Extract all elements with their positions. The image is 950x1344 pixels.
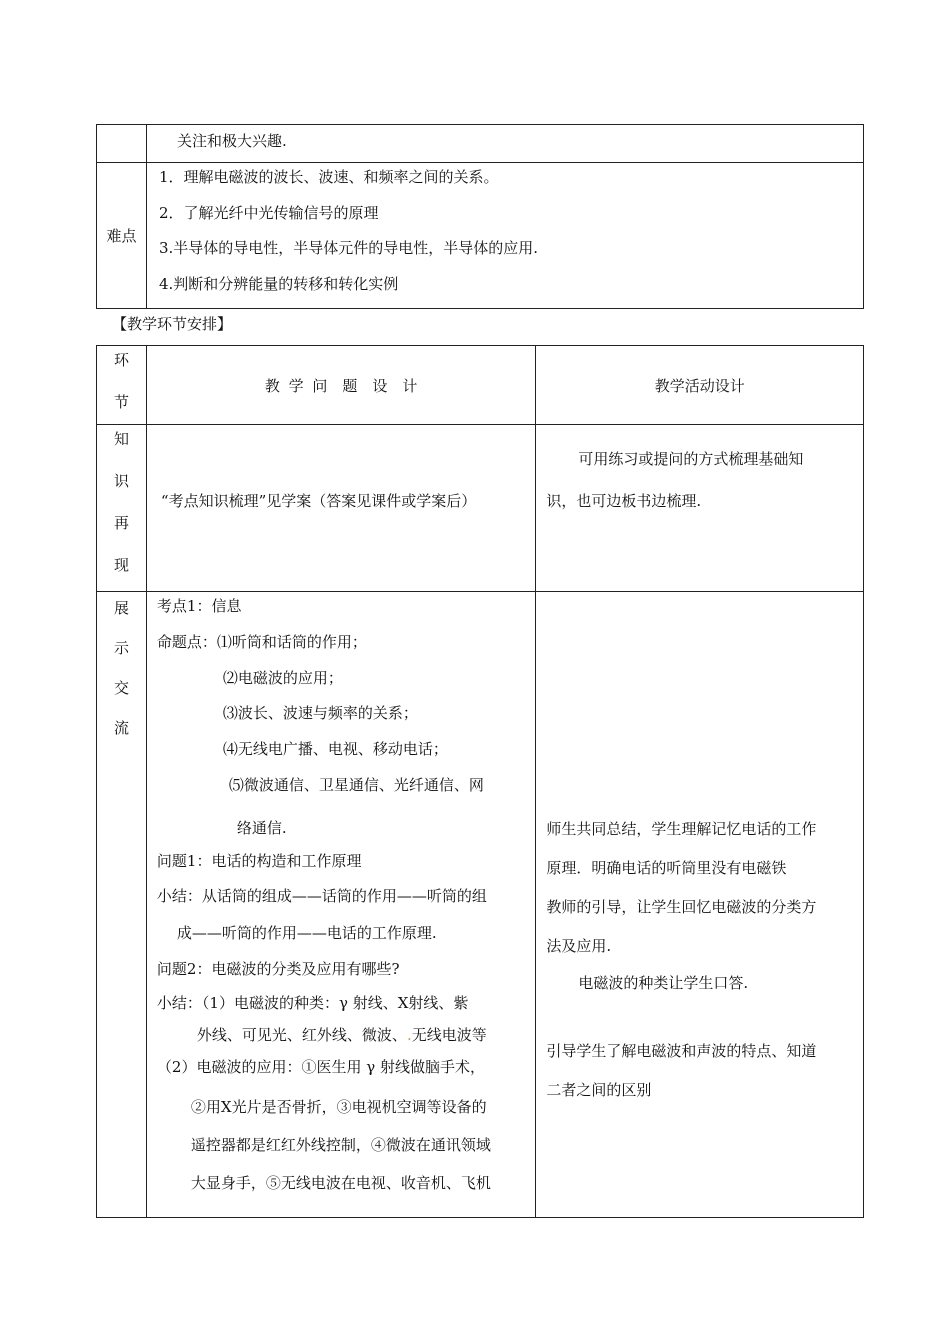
header-step-char: 环 bbox=[114, 351, 130, 369]
exchange-problem-line: 遥控器都是红红外线控制，④微波在通讯领域 bbox=[190, 1136, 491, 1154]
knowledge-activity-cell bbox=[536, 425, 864, 592]
teaching-steps-table bbox=[96, 345, 864, 1218]
table1-empty-label bbox=[97, 125, 147, 163]
difficulty-label: 难点 bbox=[97, 163, 147, 309]
exchange-label-char: 示 bbox=[114, 639, 130, 657]
exchange-problem-line: 成——听筒的作用——电话的工作原理. bbox=[176, 924, 437, 942]
difficulty-item: 3.半导体的导电性，半导体元件的导电性，半导体的应用. bbox=[158, 239, 539, 257]
table1-interest-cell bbox=[146, 125, 863, 163]
table1-row-difficulty bbox=[97, 163, 864, 309]
exchange-problem-line bbox=[197, 1025, 487, 1045]
exchange-activity-line: 引导学生了解电磁波和声波的特点、知道 bbox=[546, 1042, 817, 1060]
exchange-problem-line: ⑶波长、波速与频率的关系； bbox=[222, 704, 418, 722]
exchange-problem-line: 命题点：⑴听筒和话筒的作用； bbox=[156, 633, 367, 651]
header-step-char: 节 bbox=[114, 393, 130, 411]
microwave-text: 外线、可见光、红外线、微波、 bbox=[196, 1026, 407, 1044]
exchange-activity-line: 教师的引导，让学生回忆电磁波的分类方 bbox=[546, 898, 817, 916]
exchange-problem-line: （2）电磁波的应用：①医生用 γ 射线做脑手术， bbox=[156, 1058, 485, 1076]
exchange-problem-line: ⑸微波通信、卫星通信、光纤通信、网 bbox=[228, 776, 484, 794]
exchange-problem-line: ⑵电磁波的应用； bbox=[222, 669, 343, 687]
exchange-problem-line: 问题2：电磁波的分类及应用有哪些? bbox=[156, 960, 400, 978]
exchange-problem-line: 大显身手，⑤无线电波在电视、收音机、飞机 bbox=[190, 1174, 491, 1192]
exchange-label-cell bbox=[97, 592, 147, 1218]
knowledge-activity-line: 可用练习或提问的方式梳理基础知 bbox=[578, 450, 804, 468]
exchange-activity-line: 电磁波的种类让学生口答. bbox=[578, 974, 749, 992]
difficulty-item: 4.判断和分辨能量的转移和转化实例 bbox=[158, 275, 399, 293]
exchange-problem-line: 络通信. bbox=[236, 819, 287, 837]
header-activity-design: 教学活动设计 bbox=[536, 346, 864, 425]
stray-dot: . bbox=[406, 1026, 412, 1044]
knowledge-label-cell bbox=[97, 425, 147, 592]
knowledge-label-char: 知 bbox=[114, 430, 130, 448]
exchange-problem-line: ②用X光片是否骨折，③电视机空调等设备的 bbox=[190, 1098, 487, 1116]
exchange-label-char: 交 bbox=[114, 679, 130, 697]
knowledge-problem-cell bbox=[146, 425, 536, 592]
header-step-cell bbox=[97, 346, 147, 425]
radio-wave-text: 无线电波等 bbox=[411, 1026, 487, 1044]
knowledge-label-char: 现 bbox=[114, 556, 130, 574]
exchange-activity-line: 二者之间的区别 bbox=[546, 1081, 652, 1099]
exchange-problem-line: 小结：从话筒的组成——话筒的作用——听筒的组 bbox=[156, 887, 487, 905]
objectives-table bbox=[96, 124, 864, 309]
exchange-activity-line: 法及应用. bbox=[546, 937, 612, 955]
row-knowledge-review bbox=[97, 425, 864, 592]
knowledge-problem-text: “考点知识梳理”见学案（答案见课件或学案后） bbox=[160, 492, 477, 510]
difficulty-item: 1．理解电磁波的波长、波速、和频率之间的关系。 bbox=[158, 168, 499, 186]
row-display-exchange bbox=[97, 592, 864, 1218]
exchange-problem-cell bbox=[146, 592, 536, 1218]
exchange-label-char: 展 bbox=[114, 599, 130, 617]
exchange-label-char: 流 bbox=[114, 719, 130, 737]
interest-text: 关注和极大兴趣. bbox=[176, 132, 287, 150]
exchange-problem-line: 考点1：信息 bbox=[156, 597, 242, 615]
section-heading: 【教学环节安排】 bbox=[112, 315, 233, 333]
exchange-problem-line: 问题1：电话的构造和工作原理 bbox=[156, 852, 362, 870]
difficulty-item: 2．了解光纤中光传输信号的原理 bbox=[158, 204, 379, 222]
knowledge-label-char: 识 bbox=[114, 472, 130, 490]
header-problem-design: 教 学 问 题 设 计 bbox=[146, 346, 536, 425]
knowledge-activity-line: 识，也可边板书边梳理. bbox=[546, 492, 702, 510]
exchange-problem-line: ⑷无线电广播、电视、移动电话； bbox=[222, 740, 448, 758]
knowledge-label-char: 再 bbox=[114, 514, 130, 532]
exchange-activity-line: 师生共同总结，学生理解记忆电话的工作 bbox=[546, 820, 817, 838]
difficulty-cell bbox=[146, 163, 863, 309]
table2-header-row bbox=[97, 346, 864, 425]
exchange-activity-line: 原理．明确电话的听筒里没有电磁铁 bbox=[546, 859, 787, 877]
exchange-activity-cell bbox=[536, 592, 864, 1218]
table1-row-interest bbox=[97, 125, 864, 163]
exchange-problem-line: 小结：（1）电磁波的种类：γ 射线、X射线、紫 bbox=[156, 994, 469, 1012]
